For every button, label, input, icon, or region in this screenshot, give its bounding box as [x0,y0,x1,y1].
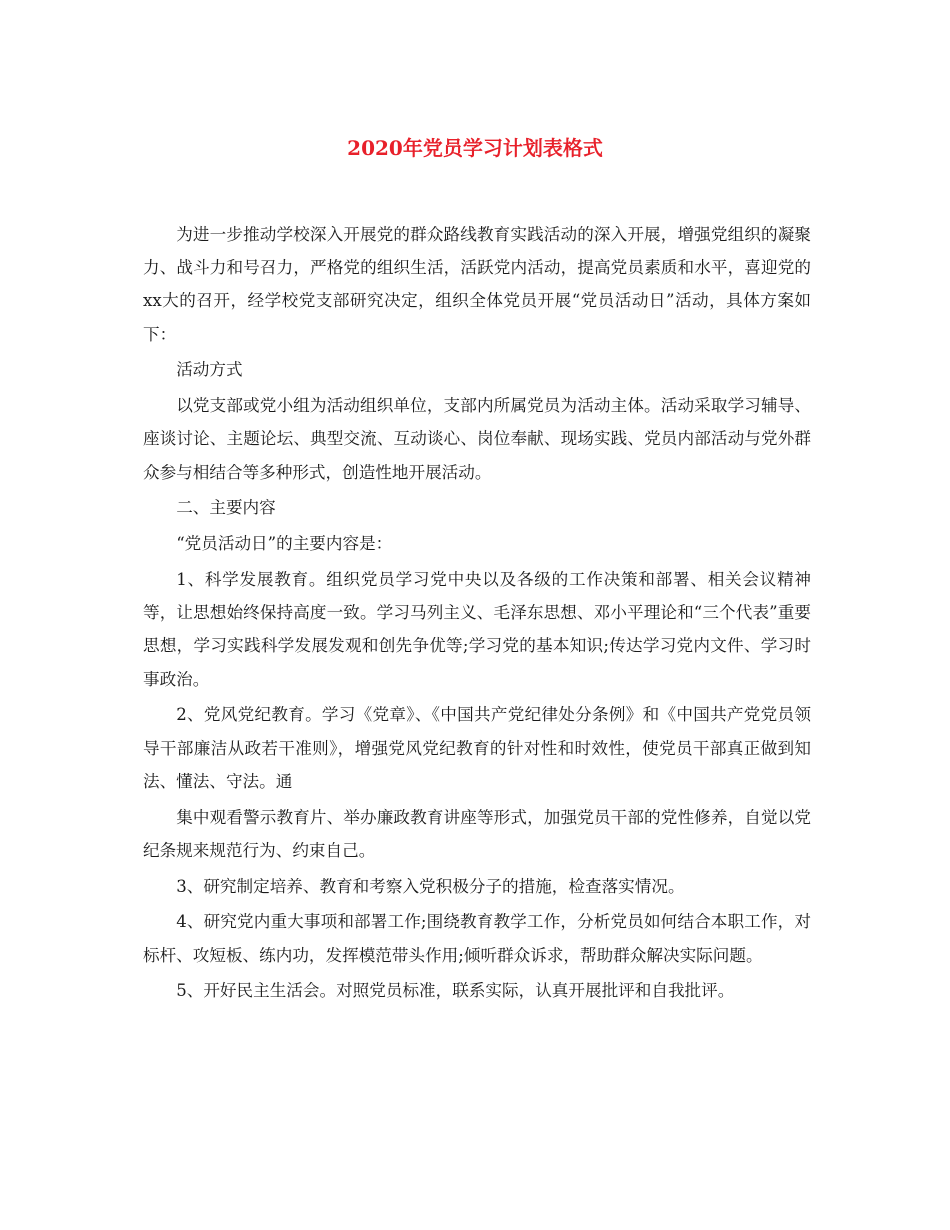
list-item-2: 2、党风党纪教育。学习《党章》、《中国共产党纪律处分条例》和《中国共产党党员领导干部廉洁从政若干准则》，增强党风党纪教育的针对性和时效性，使党员干部真正做到知法、懂法、守法。通 [143,705,811,791]
paragraph-main-content-intro: “党员活动日”的主要内容是： [176,534,393,554]
section-heading-main-content: 二、主要内容 [176,498,276,518]
list-item-3: 3、研究制定培养、教育和考察入党积极分子的措施，检查落实情况。 [176,876,685,896]
section-heading-activity-method: 活动方式 [176,360,243,380]
list-item-1: 1、科学发展教育。组织党员学习党中央以及各级的工作决策和部署、相关会议精神等，让思想始终保持高度一致。学习马列主义、毛泽东思想、邓小平理论和“三个代表”重要思想，学习实践科学发展发观和创先争优等;学习党的基本知识;传达学习党内文件、学习时事政治。 [143,570,811,689]
document-title: 2020年党员学习计划表格式 [347,136,603,160]
list-item-5: 5、开好民主生活会。对照党员标准，联系实际，认真开展批评和自我批评。 [176,981,735,1001]
list-item-2-continued: 集中观看警示教育片、举办廉政教育讲座等形式，加强党员干部的党性修养，自觉以党纪条规来规范行为、约束自己。 [143,807,811,860]
list-item-4: 4、研究党内重大事项和部署工作;围绕教育教学工作，分析党员如何结合本职工作，对标杆、攻短板、练内功，发挥模范带头作用;倾听群众诉求，帮助群众解决实际问题。 [143,912,811,965]
paragraph-intro: 为进一步推动学校深入开展党的群众路线教育实践活动的深入开展，增强党组织的凝聚力、战斗力和号召力，严格党的组织生活，活跃党内活动，提高党员素质和水平，喜迎党的xx大的召开，经学校党支部研究决定，组织全体党员开展“党员活动日”活动，具体方案如下： [143,225,811,344]
document-body [143,218,811,1010]
paragraph-activity-method: 以党支部或党小组为活动组织单位，支部内所属党员为活动主体。活动采取学习辅导、座谈讨论、主题论坛、典型交流、互动谈心、岗位奉献、现场实践、党员内部活动与党外群众参与相结合等多种形式，创造性地开展活动。 [143,396,811,482]
